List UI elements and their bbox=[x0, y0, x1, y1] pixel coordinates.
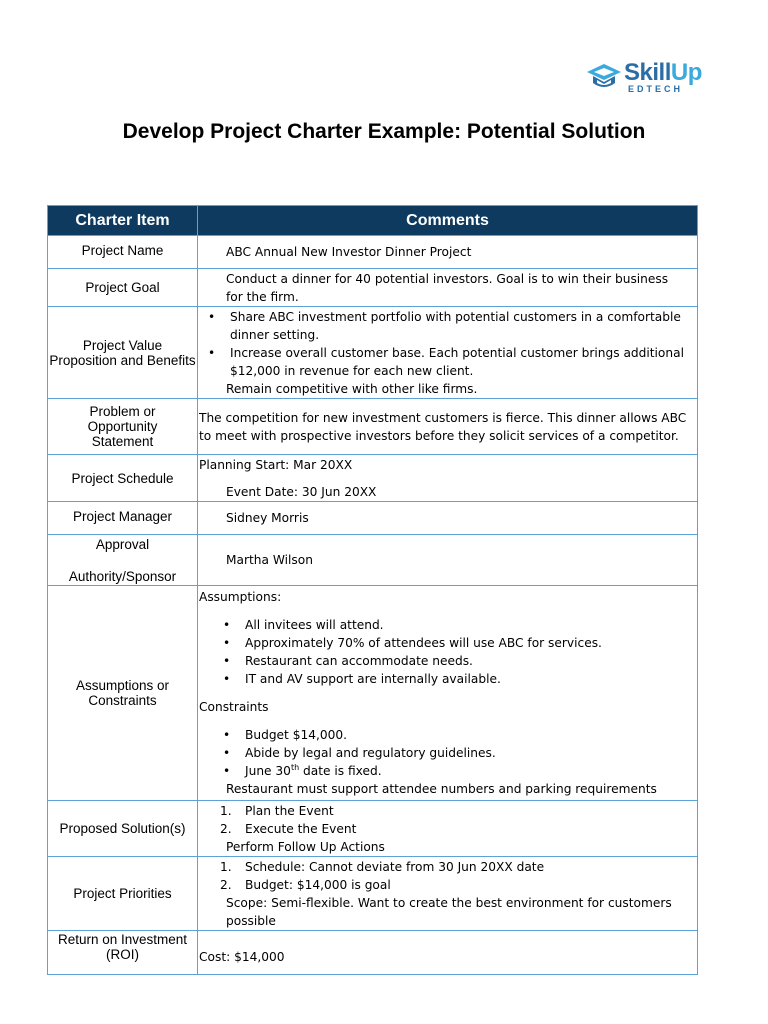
list-item: • Share ABC investment portfolio with potential customers in a comfortable dinner setting. bbox=[198, 308, 697, 344]
list-item: • Abide by legal and regulatory guidelines. bbox=[198, 744, 697, 762]
table-row bbox=[48, 399, 698, 455]
list-item: • Restaurant can accommodate needs. bbox=[198, 652, 697, 670]
skillup-logo bbox=[586, 60, 706, 96]
table-row bbox=[48, 307, 698, 399]
logo-subtitle: EDTECH bbox=[628, 84, 684, 94]
graduation-cap-icon bbox=[586, 62, 622, 92]
table-row bbox=[48, 236, 698, 269]
list-item: • Approximately 70% of attendees will use ABC for services. bbox=[198, 634, 697, 652]
item-approval-authority: Approval Authority/Sponsor bbox=[48, 535, 198, 586]
item-project-schedule: Project Schedule bbox=[48, 455, 198, 502]
priorities-list bbox=[198, 858, 697, 894]
comment-project-priorities: 1. Schedule: Cannot deviate from 30 Jun 20XX date 2. Budget: $14,000 is goal Scope: Semi-flexible. Want to create the best environment for customers possible bbox=[198, 857, 698, 931]
header-charter-item: Charter Item bbox=[48, 206, 198, 236]
comment-value-proposition: • Share ABC investment portfolio with potential customers in a comfortable dinner setting. • Increase overall customer base. Each potential customer brings additional $12,000 in revenue for each new client. Remain competitive with other like firms. bbox=[198, 307, 698, 399]
comment-project-manager: Sidney Morris bbox=[198, 502, 698, 535]
comment-project-name: ABC Annual New Investor Dinner Project bbox=[198, 236, 698, 269]
item-project-manager: Project Manager bbox=[48, 502, 198, 535]
comment-project-goal: Conduct a dinner for 40 potential investors. Goal is to win their business for the firm. bbox=[198, 269, 698, 307]
header-comments: Comments bbox=[198, 206, 698, 236]
item-project-name: Project Name bbox=[48, 236, 198, 269]
table-row bbox=[48, 269, 698, 307]
comment-approval-authority: Martha Wilson bbox=[198, 535, 698, 586]
comment-assumptions-constraints: Assumptions: • All invitees will attend. • Approximately 70% of attendees will use ABC for services. • Restaurant can accommodate needs. • IT and AV support are internally available. Constraints • Budget $14,000. • Abide by legal and regulatory guidelines. • June 30th date is fixed. Restaurant must support attendee numbers and parking requirements bbox=[198, 586, 698, 801]
item-problem-statement: Problem or Opportunity Statement bbox=[48, 399, 198, 455]
item-project-goal: Project Goal bbox=[48, 269, 198, 307]
item-assumptions-constraints: Assumptions or Constraints bbox=[48, 586, 198, 801]
item-value-proposition: Project Value Proposition and Benefits bbox=[48, 307, 198, 399]
assumptions-list bbox=[198, 616, 697, 688]
list-item: • June 30th date is fixed. bbox=[198, 762, 697, 780]
table-header-row bbox=[48, 206, 698, 236]
table-row bbox=[48, 931, 698, 975]
page-title: Develop Project Charter Example: Potential Solution bbox=[122, 120, 646, 143]
table-row bbox=[48, 455, 698, 502]
list-item: • Increase overall customer base. Each potential customer brings additional $12,000 in revenue for each new client. bbox=[198, 344, 697, 380]
comment-problem-statement: The competition for new investment customers is fierce. This dinner allows ABC to meet with prospective investors before they solicit services of a competitor. bbox=[198, 399, 698, 455]
table-row bbox=[48, 502, 698, 535]
list-item: 2. Budget: $14,000 is goal bbox=[220, 877, 391, 892]
constraints-list bbox=[198, 726, 697, 780]
list-item: • Budget $14,000. bbox=[198, 726, 697, 744]
list-item: 1. Schedule: Cannot deviate from 30 Jun 20XX date bbox=[220, 859, 545, 874]
comment-roi: Cost: $14,000 bbox=[198, 931, 698, 975]
table-row bbox=[48, 857, 698, 931]
table-row bbox=[48, 535, 698, 586]
solution-steps-list bbox=[198, 802, 697, 838]
list-item: 2. Execute the Event bbox=[220, 821, 357, 836]
benefits-list bbox=[198, 308, 697, 380]
table-row bbox=[48, 801, 698, 857]
table-row bbox=[48, 586, 698, 801]
charter-table bbox=[47, 205, 698, 975]
item-proposed-solutions: Proposed Solution(s) bbox=[48, 801, 198, 857]
comment-proposed-solutions: 1. Plan the Event 2. Execute the Event Perform Follow Up Actions bbox=[198, 801, 698, 857]
list-item: 1. Plan the Event bbox=[220, 803, 334, 818]
comment-project-schedule: Planning Start: Mar 20XX Event Date: 30 Jun 20XX bbox=[198, 455, 698, 502]
item-project-priorities: Project Priorities bbox=[48, 857, 198, 931]
logo-wordmark: SkillUp bbox=[624, 59, 702, 86]
list-item: • All invitees will attend. bbox=[198, 616, 697, 634]
list-item: • IT and AV support are internally available. bbox=[198, 670, 697, 688]
item-roi: Return on Investment (ROI) bbox=[48, 931, 198, 975]
